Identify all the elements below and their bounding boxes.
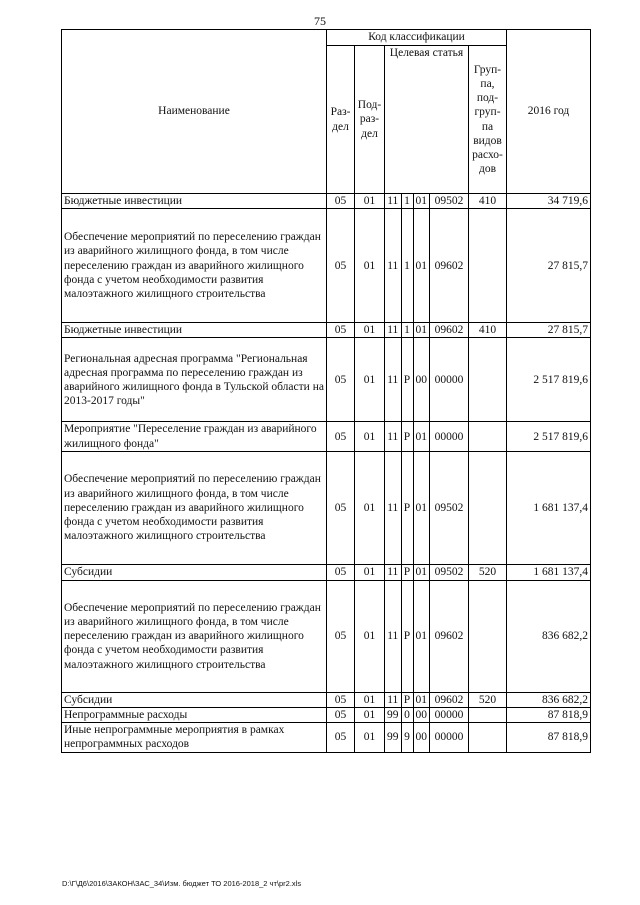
row-expense-group bbox=[469, 209, 507, 323]
row-expense-group: 410 bbox=[469, 194, 507, 209]
row-section: 05 bbox=[327, 338, 355, 422]
row-target-subprogram: Р bbox=[401, 338, 413, 422]
row-target-event: 01 bbox=[413, 194, 430, 209]
row-target-program: 11 bbox=[385, 323, 402, 338]
row-name: Мероприятие "Переселение граждан из аварийного жилищного фонда" bbox=[62, 422, 327, 451]
row-amount: 87 818,9 bbox=[507, 708, 591, 723]
row-section: 05 bbox=[327, 209, 355, 323]
table-row bbox=[62, 323, 591, 338]
row-target-event: 01 bbox=[413, 564, 430, 580]
row-section: 05 bbox=[327, 451, 355, 564]
row-target-direction: 09602 bbox=[430, 209, 469, 323]
row-name: Региональная адресная программа "Региональная адресная программа по переселению граждан из аварийного жилищного фонда в Тульской области на 2013-2017 годы" bbox=[62, 338, 327, 422]
row-name: Бюджетные инвестиции bbox=[62, 194, 327, 209]
row-amount: 27 815,7 bbox=[507, 323, 591, 338]
row-amount: 2 517 819,6 bbox=[507, 422, 591, 451]
row-target-program: 11 bbox=[385, 209, 402, 323]
row-section: 05 bbox=[327, 692, 355, 707]
row-expense-group: 520 bbox=[469, 564, 507, 580]
table-row bbox=[62, 708, 591, 723]
row-target-subprogram: 1 bbox=[401, 323, 413, 338]
table-row bbox=[62, 194, 591, 209]
row-expense-group bbox=[469, 422, 507, 451]
row-target-direction: 09502 bbox=[430, 564, 469, 580]
header-section-text: Раз- дел bbox=[330, 106, 351, 133]
row-target-program: 11 bbox=[385, 692, 402, 707]
row-subsection: 01 bbox=[355, 580, 385, 692]
row-amount: 1 681 137,4 bbox=[507, 564, 591, 580]
row-target-direction: 09602 bbox=[430, 692, 469, 707]
row-amount: 27 815,7 bbox=[507, 209, 591, 323]
row-expense-group bbox=[469, 580, 507, 692]
row-target-program: 11 bbox=[385, 580, 402, 692]
table-body bbox=[62, 194, 591, 753]
row-target-subprogram: Р bbox=[401, 580, 413, 692]
row-target-program: 99 bbox=[385, 723, 402, 752]
row-target-event: 01 bbox=[413, 209, 430, 323]
row-target-direction: 09602 bbox=[430, 323, 469, 338]
row-amount: 2 517 819,6 bbox=[507, 338, 591, 422]
row-target-program: 11 bbox=[385, 422, 402, 451]
row-expense-group bbox=[469, 338, 507, 422]
row-subsection: 01 bbox=[355, 209, 385, 323]
table-header bbox=[62, 30, 591, 194]
table-row bbox=[62, 692, 591, 707]
row-amount: 34 719,6 bbox=[507, 194, 591, 209]
row-target-direction: 00000 bbox=[430, 723, 469, 752]
header-subsection bbox=[355, 46, 385, 194]
row-name: Субсидии bbox=[62, 692, 327, 707]
row-target-subprogram: 9 bbox=[401, 723, 413, 752]
table-row bbox=[62, 723, 591, 752]
budget-table bbox=[61, 29, 591, 753]
row-target-program: 11 bbox=[385, 194, 402, 209]
row-target-direction: 09602 bbox=[430, 580, 469, 692]
table-row bbox=[62, 580, 591, 692]
row-target-event: 01 bbox=[413, 451, 430, 564]
row-section: 05 bbox=[327, 323, 355, 338]
row-target-program: 11 bbox=[385, 451, 402, 564]
row-target-subprogram: Р bbox=[401, 692, 413, 707]
header-expense-group bbox=[469, 46, 507, 194]
row-expense-group: 520 bbox=[469, 692, 507, 707]
row-target-subprogram: Р bbox=[401, 422, 413, 451]
row-subsection: 01 bbox=[355, 692, 385, 707]
row-target-direction: 09502 bbox=[430, 451, 469, 564]
row-target-subprogram: 1 bbox=[401, 194, 413, 209]
row-target-subprogram: 0 bbox=[401, 708, 413, 723]
header-target-article: Целевая статья bbox=[385, 46, 469, 194]
row-target-direction: 00000 bbox=[430, 422, 469, 451]
header-section bbox=[327, 46, 355, 194]
page-number: 75 bbox=[314, 14, 326, 28]
row-target-program: 11 bbox=[385, 338, 402, 422]
row-target-event: 01 bbox=[413, 692, 430, 707]
header-subsection-text: Под- раз- дел bbox=[357, 99, 382, 140]
row-target-program: 11 bbox=[385, 564, 402, 580]
row-expense-group bbox=[469, 723, 507, 752]
row-target-subprogram: Р bbox=[401, 564, 413, 580]
row-target-program: 99 bbox=[385, 708, 402, 723]
row-name: Обеспечение мероприятий по переселению граждан из аварийного жилищного фонда, в том числе переселению граждан из аварийного жилищного фонда с учетом необходимости развития малоэтажного жилищного строительства bbox=[62, 451, 327, 564]
row-target-event: 01 bbox=[413, 422, 430, 451]
table-row bbox=[62, 338, 591, 422]
row-target-subprogram: 1 bbox=[401, 209, 413, 323]
row-section: 05 bbox=[327, 580, 355, 692]
row-target-subprogram: Р bbox=[401, 451, 413, 564]
row-name: Непрограммные расходы bbox=[62, 708, 327, 723]
row-expense-group bbox=[469, 708, 507, 723]
row-amount: 87 818,9 bbox=[507, 723, 591, 752]
row-section: 05 bbox=[327, 564, 355, 580]
row-amount: 1 681 137,4 bbox=[507, 451, 591, 564]
row-expense-group bbox=[469, 451, 507, 564]
row-section: 05 bbox=[327, 422, 355, 451]
row-target-event: 01 bbox=[413, 580, 430, 692]
row-section: 05 bbox=[327, 723, 355, 752]
row-section: 05 bbox=[327, 194, 355, 209]
row-subsection: 01 bbox=[355, 194, 385, 209]
table-row bbox=[62, 564, 591, 580]
header-expense-group-text: Груп- па, под- груп- па видов расхо- дов bbox=[472, 63, 503, 176]
row-target-event: 01 bbox=[413, 323, 430, 338]
row-target-event: 00 bbox=[413, 338, 430, 422]
table-row bbox=[62, 451, 591, 564]
row-name: Обеспечение мероприятий по переселению граждан из аварийного жилищного фонда, в том числе переселению граждан из аварийного жилищного фонда с учетом необходимости развития малоэтажного жилищного строительства bbox=[62, 209, 327, 323]
row-subsection: 01 bbox=[355, 323, 385, 338]
row-amount: 836 682,2 bbox=[507, 692, 591, 707]
row-subsection: 01 bbox=[355, 338, 385, 422]
row-target-direction: 00000 bbox=[430, 708, 469, 723]
row-target-direction: 00000 bbox=[430, 338, 469, 422]
row-name: Субсидии bbox=[62, 564, 327, 580]
row-section: 05 bbox=[327, 708, 355, 723]
file-path-footer: D:\Г\Д6\2016\ЗАКОН\ЗАС_34\Изм. бюджет ТО 2016-2018_2 чт\pr2.xls bbox=[62, 879, 302, 888]
row-expense-group: 410 bbox=[469, 323, 507, 338]
row-subsection: 01 bbox=[355, 451, 385, 564]
row-amount: 836 682,2 bbox=[507, 580, 591, 692]
row-name: Обеспечение мероприятий по переселению граждан из аварийного жилищного фонда, в том числе переселению граждан из аварийного жилищного фонда с учетом необходимости развития малоэтажного жилищного строительства bbox=[62, 580, 327, 692]
row-subsection: 01 bbox=[355, 564, 385, 580]
row-target-event: 00 bbox=[413, 708, 430, 723]
header-classification: Код классификации bbox=[327, 30, 507, 46]
row-target-direction: 09502 bbox=[430, 194, 469, 209]
row-subsection: 01 bbox=[355, 422, 385, 451]
row-name: Бюджетные инвестиции bbox=[62, 323, 327, 338]
table-row bbox=[62, 209, 591, 323]
header-year: 2016 год bbox=[507, 30, 591, 194]
row-subsection: 01 bbox=[355, 723, 385, 752]
row-subsection: 01 bbox=[355, 708, 385, 723]
header-name: Наименование bbox=[62, 30, 327, 194]
table-row bbox=[62, 422, 591, 451]
row-name: Иные непрограммные мероприятия в рамках непрограммных расходов bbox=[62, 723, 327, 752]
row-target-event: 00 bbox=[413, 723, 430, 752]
